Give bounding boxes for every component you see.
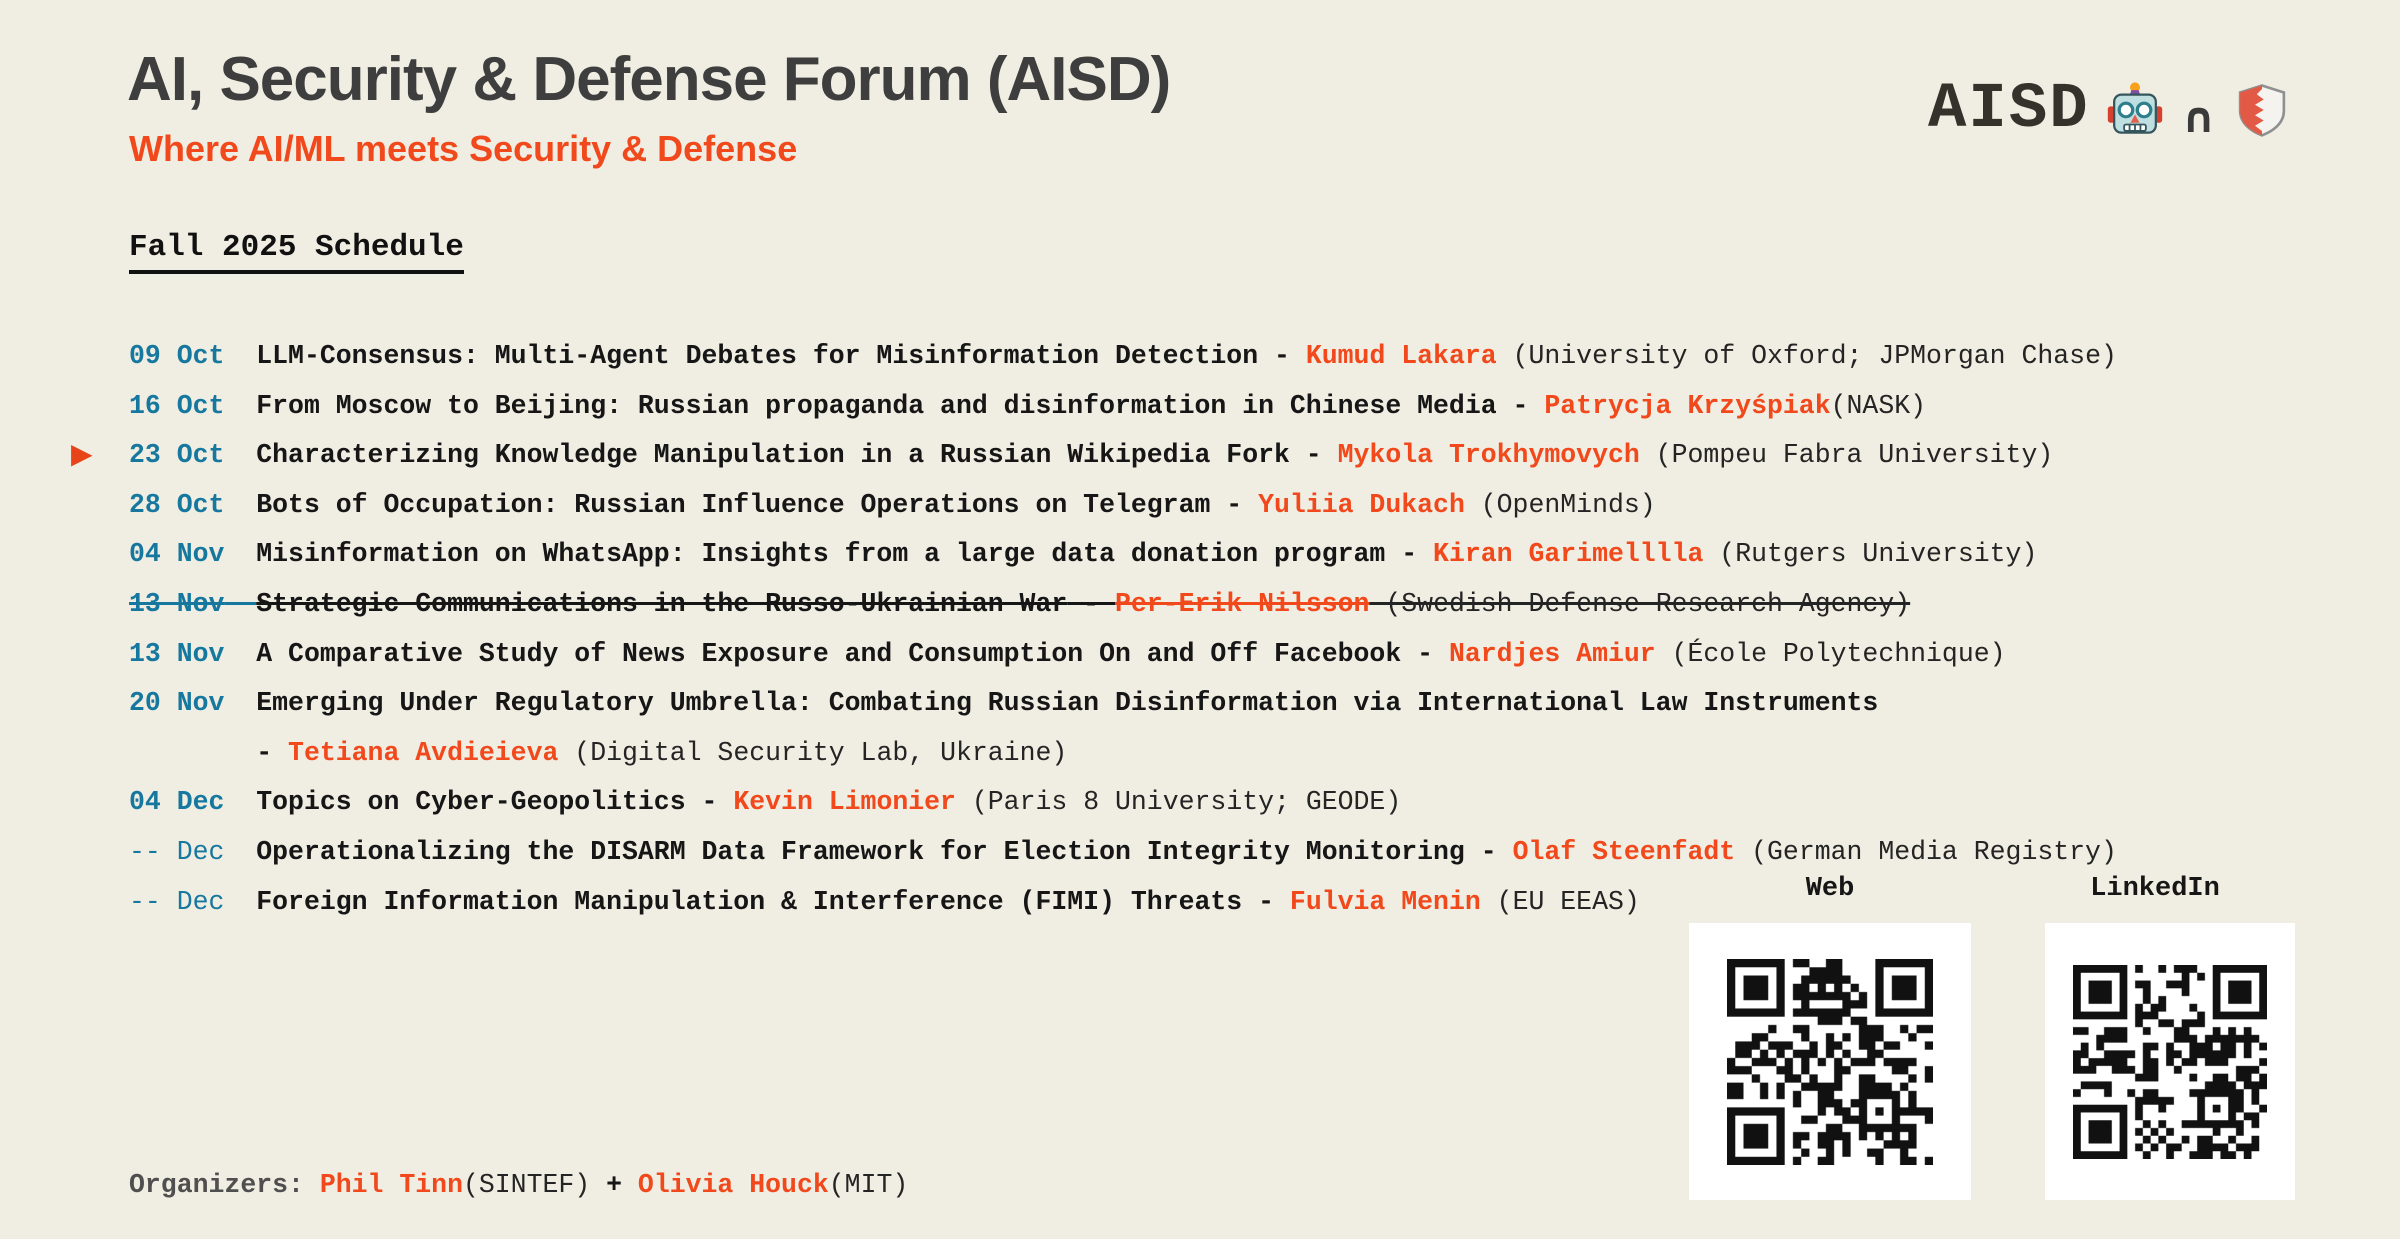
speaker-text: Per-Erik Nilsson (1115, 588, 1370, 619)
affil-text: (Rutgers University) (1703, 539, 2038, 570)
title-text: Foreign Information Manipulation & Interference (FIMI) Threats (256, 886, 1243, 917)
plain-text: - (685, 787, 734, 818)
plain-text: - (1401, 638, 1449, 669)
schedule-row (129, 729, 2117, 779)
date-text: 28 Oct (129, 489, 225, 520)
speaker-text: Nardjes Amiur (1448, 638, 1656, 669)
date-text: 13 Nov (129, 638, 225, 669)
plain-text: - (1496, 390, 1545, 421)
affil-text: (Pompeu Fabra University) (1639, 440, 2054, 471)
title-text: LLM-Consensus: Multi-Agent Debates for Misinformation Detection (256, 341, 1259, 371)
page-subtitle: Where AI/ML meets Security & Defense (129, 128, 798, 169)
qr-canvas-web (1727, 959, 1933, 1165)
affil-text: (German Media Registry) (1735, 836, 2117, 867)
qr-web-label: Web (1805, 874, 1855, 904)
date-text: 04 Dec (129, 787, 225, 818)
speaker-text: Patrycja Krzyśpiak (1544, 390, 1831, 421)
title-text: Operationalizing the DISARM Data Framework for Election Integrity Monitoring (256, 836, 1465, 867)
schedule-row (129, 778, 2117, 828)
title-text: From Moscow to Beijing: Russian propaganda and disinformation in Chinese Media (256, 390, 1497, 421)
title-text: Bots of Occupation: Russian Influence Operations on Telegram (256, 489, 1211, 520)
speaker-text: Kevin Limonier (733, 787, 956, 818)
schedule-row (129, 828, 2117, 878)
affil-text: (NASK) (1830, 390, 1927, 421)
speaker-text: Kiran Garimelllla (1433, 539, 1704, 570)
qr-canvas-linkedin (2073, 965, 2267, 1159)
plain-text: - (1242, 886, 1290, 917)
logo-text: AISD (1928, 74, 2090, 146)
affil-text: (École Polytechnique) (1655, 638, 2006, 669)
speaker-text: Phil Tinn (319, 1170, 463, 1200)
qr-linkedin-label: LinkedIn (2090, 874, 2220, 904)
date-text: 16 Oct (129, 390, 225, 421)
qr-code-linkedin (2045, 923, 2295, 1200)
logo (1928, 72, 2290, 148)
date-text: 20 Nov (129, 688, 225, 719)
plain-text: - (1385, 539, 1434, 570)
schedule-row (129, 679, 2117, 729)
speaker-text: Yuliia Dukach (1258, 489, 1465, 520)
affil-text: (University of Oxford; JPMorgan Chase) (1496, 341, 2117, 371)
page-title: AI, Security & Defense Forum (AISD) (127, 45, 1171, 114)
qr-code-web (1689, 923, 1971, 1200)
plain-text: - (1258, 341, 1306, 371)
title-text: Strategic Communications in the Russo-Ukrainian War (256, 588, 1068, 619)
date-text: 23 Oct (129, 440, 225, 471)
schedule-row (129, 382, 2117, 432)
schedule-row (129, 580, 2117, 630)
gap-text (224, 440, 256, 470)
date-light-text: -- Dec (129, 836, 225, 867)
date-text: 04 Nov (129, 539, 225, 570)
robot-icon (2106, 81, 2164, 139)
label-text: Organizers: (129, 1170, 320, 1200)
plain-text: - (1210, 489, 1259, 520)
speaker-text: Olaf Steenfadt (1512, 836, 1736, 867)
affil-text: (EU EEAS) (1480, 886, 1640, 917)
affil-text: (Paris 8 University; GEODE) (955, 787, 1402, 818)
affil-text: (OpenMinds) (1464, 489, 1656, 520)
schedule-row (129, 530, 2117, 580)
schedule-row (129, 332, 2117, 382)
speaker-text: Tetiana Avdieieva (288, 737, 559, 768)
plain-text: - (1464, 836, 1513, 867)
date-text: 13 Nov (129, 588, 225, 619)
gap-text (224, 341, 256, 371)
schedule-row (129, 481, 2117, 531)
date-light-text: -- Dec (129, 886, 225, 917)
schedule-row (129, 630, 2117, 680)
title-text: A Comparative Study of News Exposure and Consumption On and Off Facebook (256, 638, 1402, 669)
speaker-text: Fulvia Menin (1289, 886, 1481, 917)
organizers-line (129, 1170, 908, 1200)
gap-text (224, 391, 256, 421)
active-row-marker-icon: ▶ (71, 437, 93, 471)
title-text: Characterizing Knowledge Manipulation in a Russian Wikipedia Fork (256, 440, 1290, 471)
title-text: Misinformation on WhatsApp: Insights from a large data donation program (256, 539, 1386, 570)
speaker-text: Olivia Houck (637, 1170, 829, 1200)
gap-text (224, 639, 256, 669)
title-text: Emerging Under Regulatory Umbrella: Combating Russian Disinformation via International Law Instruments (256, 688, 1879, 719)
gap-text (224, 688, 256, 718)
gap-text (224, 589, 256, 619)
affil-text: (Digital Security Lab, Ukraine) (558, 737, 1068, 768)
gap-text (224, 490, 256, 520)
gap-text (224, 539, 256, 569)
gap-text (224, 887, 256, 917)
title-text: Topics on Cyber-Geopolitics (256, 787, 686, 818)
affil-text: (Swedish Defense Research Agency) (1369, 588, 1911, 619)
intersection-symbol: ∩ (2181, 92, 2216, 142)
plain-text: - (1067, 588, 1115, 619)
affil-text: (SINTEF) (462, 1170, 591, 1200)
shield-icon (2234, 82, 2290, 138)
schedule-rows (71, 332, 2117, 927)
speaker-text: Kumud Lakara (1305, 341, 1497, 371)
plain-text: - (256, 737, 289, 768)
gap-text (224, 837, 256, 867)
gap-text (129, 738, 256, 768)
plain-text: + (590, 1170, 638, 1200)
date-text: 09 Oct (129, 341, 225, 371)
speaker-text: Mykola Trokhymovych (1337, 440, 1640, 471)
schedule-heading: Fall 2025 Schedule (129, 230, 464, 274)
schedule-row (71, 431, 2117, 481)
gap-text (224, 787, 256, 817)
plain-text: - (1289, 440, 1338, 471)
affil-text: (MIT) (828, 1170, 909, 1200)
